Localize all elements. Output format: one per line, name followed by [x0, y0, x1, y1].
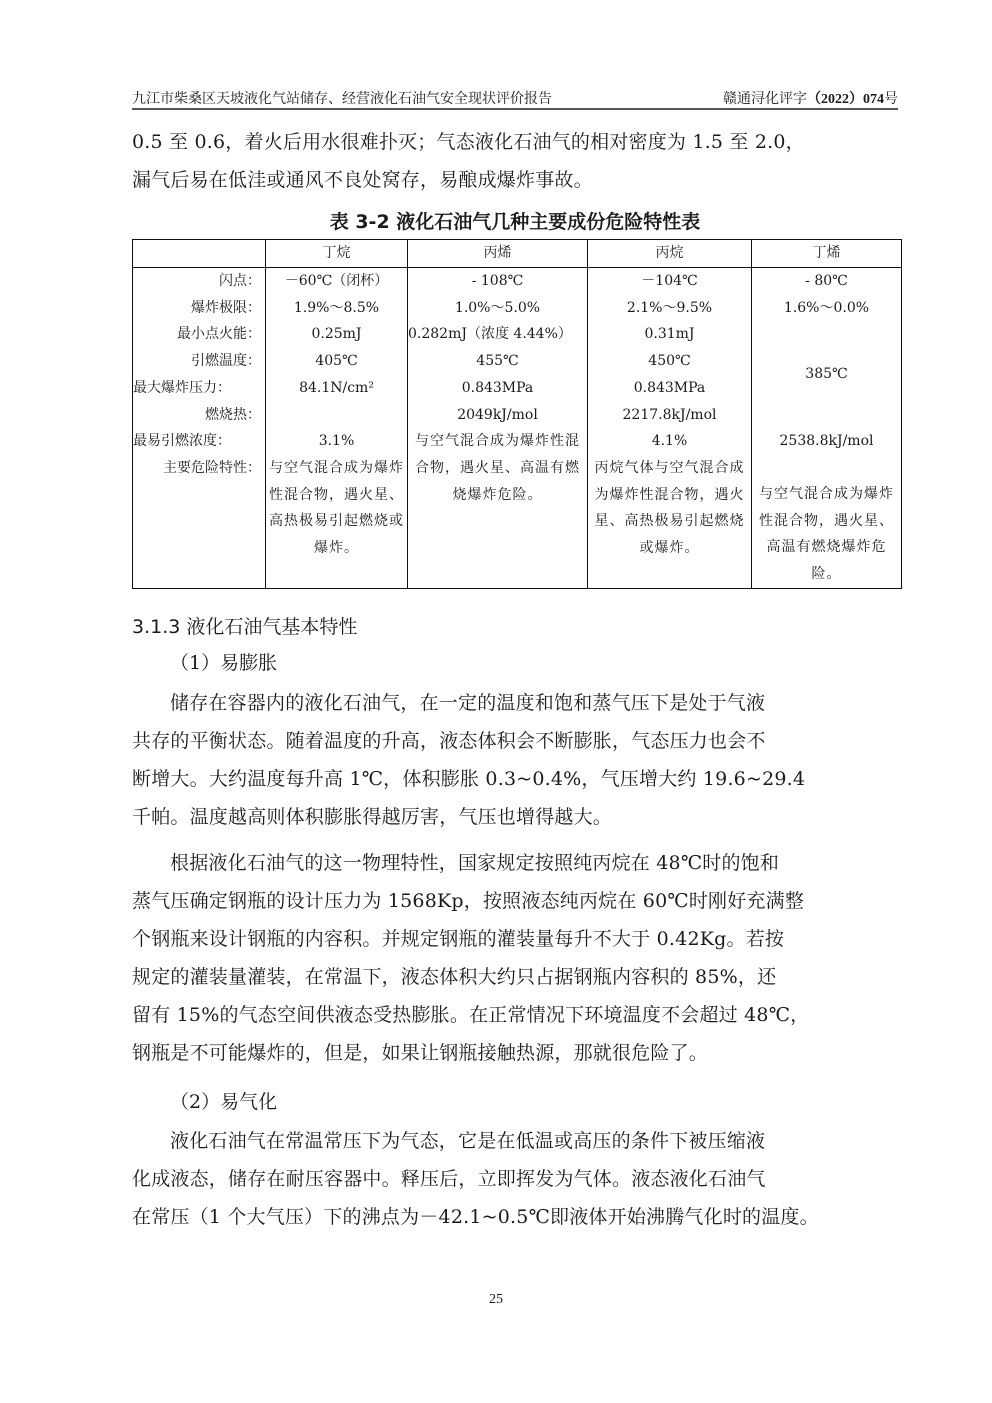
- subheading-vaporization: （2）易气化: [170, 1091, 278, 1113]
- text-line: 断增大。大约温度每升高 1℃，体积膨胀 0.3~0.4%，气压增大约 19.6~29.4: [132, 768, 806, 790]
- page-header: [132, 86, 898, 108]
- cell: 1.0%～5.0%: [454, 299, 541, 316]
- text-line: 共存的平衡状态。随着温度的升高，液态体积会不断膨胀，气态压力也会不: [132, 730, 766, 752]
- section-heading: 3.1.3 液化石油气基本特性: [132, 616, 358, 638]
- cell: 0.25mJ: [311, 326, 362, 343]
- row-label: 主要危险特性：: [163, 459, 261, 476]
- text-line: 化成液态，储存在耐压容器中。释压后，立即挥发为气体。液态液化石油气: [132, 1168, 766, 1190]
- cell: 385℃: [805, 366, 848, 383]
- cell: [266, 402, 407, 429]
- row-label: 爆炸极限：: [191, 299, 261, 316]
- hazard-table: [132, 239, 902, 589]
- cell: - 108℃: [471, 273, 524, 289]
- cell: 450℃: [648, 353, 691, 370]
- cell: 与空气混合成为爆炸性混合物，遇火星、高温有燃烧爆炸危险。: [759, 485, 894, 582]
- cell: 0.843MPa: [633, 379, 706, 396]
- subheading-expansion: （1）易膨胀: [170, 652, 278, 674]
- text-line: 储存在容器内的液化石油气，在一定的温度和饱和蒸气压下是处于气液: [170, 692, 766, 714]
- paragraph-vaporization: [132, 1122, 898, 1236]
- row-label: 最小点火能：: [177, 326, 261, 343]
- text-line: 留有 15%的气态空间供液态受热膨胀。在正常情况下环境温度不会超过 48℃，: [132, 1004, 810, 1026]
- cell: 3.1%: [318, 433, 355, 450]
- cell: 455℃: [476, 353, 519, 370]
- cell: 1.9%～8.5%: [293, 299, 380, 316]
- cell: 2217.8kJ/mol: [622, 406, 717, 423]
- cell: 1.6%～0.0%: [783, 299, 870, 316]
- page-number: 25: [489, 1292, 503, 1307]
- butene-column: [752, 268, 902, 589]
- cell: 84.1N/cm²: [299, 379, 374, 396]
- header-cell-butane: 丁烷: [266, 240, 408, 268]
- row-label: 引燃温度：: [191, 353, 261, 370]
- cell: 0.31mJ: [644, 326, 695, 343]
- cell: 丙烷气体与空气混合成为爆炸性混合物，遇火星、高热极易引起燃烧或爆炸。: [594, 459, 745, 557]
- row-label: 最大爆炸压力：: [133, 379, 231, 396]
- table-header-row: [133, 240, 902, 268]
- cell: 2.1%～9.5%: [626, 299, 713, 316]
- cell: 2049kJ/mol: [457, 406, 538, 423]
- doc-number: [723, 88, 898, 108]
- text-line: 在常压（1 个大气压）下的沸点为－42.1~0.5℃即液体开始沸腾气化时的温度。: [132, 1206, 819, 1228]
- cell: 与空气混合成为爆炸性混合物，遇火星、高热极易引起燃烧或爆炸。: [269, 459, 404, 557]
- text-line: 液化石油气在常温常压下为气态，它是在低温或高压的条件下被压缩液: [170, 1130, 766, 1152]
- table-body-row: [133, 268, 902, 589]
- row-label: 最易引燃浓度：: [133, 433, 231, 450]
- text-line: 千帕。温度越高则体积膨胀得越厉害，气压也增得越大。: [132, 806, 613, 828]
- cell: 与空气混合成为爆炸性混合物，遇火星、高温有燃烧爆炸危险。: [415, 433, 580, 503]
- header-divider: [132, 108, 898, 110]
- header-cell-empty: [133, 240, 266, 268]
- doc-number-year: （2022）074: [807, 92, 884, 107]
- butane-column: [266, 268, 408, 589]
- cell: - 80℃: [805, 273, 848, 289]
- header-cell-butene: 丁烯: [752, 240, 902, 268]
- cell: －104℃: [641, 273, 698, 289]
- header-cell-propylene: 丙烯: [408, 240, 588, 268]
- propylene-column: [408, 268, 588, 589]
- paragraph-cylinder-design: [132, 844, 898, 1072]
- cell: －60℃（闭杯）: [284, 273, 389, 289]
- header-cell-propane: 丙烷: [588, 240, 752, 268]
- text-line: 规定的灌装量灌装，在常温下，液态体积大约只占据钢瓶内容积的 85%，还: [132, 966, 777, 988]
- text-line: 个钢瓶来设计钢瓶的内容积。并规定钢瓶的灌装量每升不大于 0.42Kg。若按: [132, 928, 785, 950]
- text-line: 根据液化石油气的这一物理特性，国家规定按照纯丙烷在 48℃时的饱和: [170, 852, 780, 874]
- row-label: 燃烧热：: [205, 406, 261, 423]
- cell: 4.1%: [651, 433, 688, 450]
- intro-line-2: 漏气后易在低洼或通风不良处窝存，易酿成爆炸事故。: [132, 169, 593, 191]
- doc-number-suffix: 号: [884, 91, 898, 107]
- cell: 0.843MPa: [461, 379, 534, 396]
- intro-line-1: 0.5 至 0.6，着火后用水很难扑灭；气态液化石油气的相对密度为 1.5 至 2.0，: [132, 131, 805, 153]
- row-label: 闪点：: [219, 273, 261, 289]
- paragraph-expansion: [132, 684, 898, 836]
- report-title: 九江市柴桑区天坡液化气站储存、经营液化石油气安全现状评价报告: [132, 91, 552, 107]
- text-line: 钢瓶是不可能爆炸的，但是，如果让钢瓶接触热源，那就很危险了。: [132, 1042, 709, 1064]
- propane-column: [588, 268, 752, 589]
- cell: 2538.8kJ/mol: [779, 433, 874, 450]
- table-caption: 表 3-2 液化石油气几种主要成份危险特性表: [329, 211, 701, 233]
- doc-number-prefix: 赣通浔化评字: [723, 91, 807, 107]
- text-line: 蒸气压确定钢瓶的设计压力为 1568Kp，按照液态纯丙烷在 60℃时刚好充满整: [132, 890, 805, 912]
- cell: 405℃: [315, 353, 358, 370]
- cell: 0.282mJ（浓度 4.44%）: [408, 326, 572, 343]
- label-column: [133, 268, 266, 589]
